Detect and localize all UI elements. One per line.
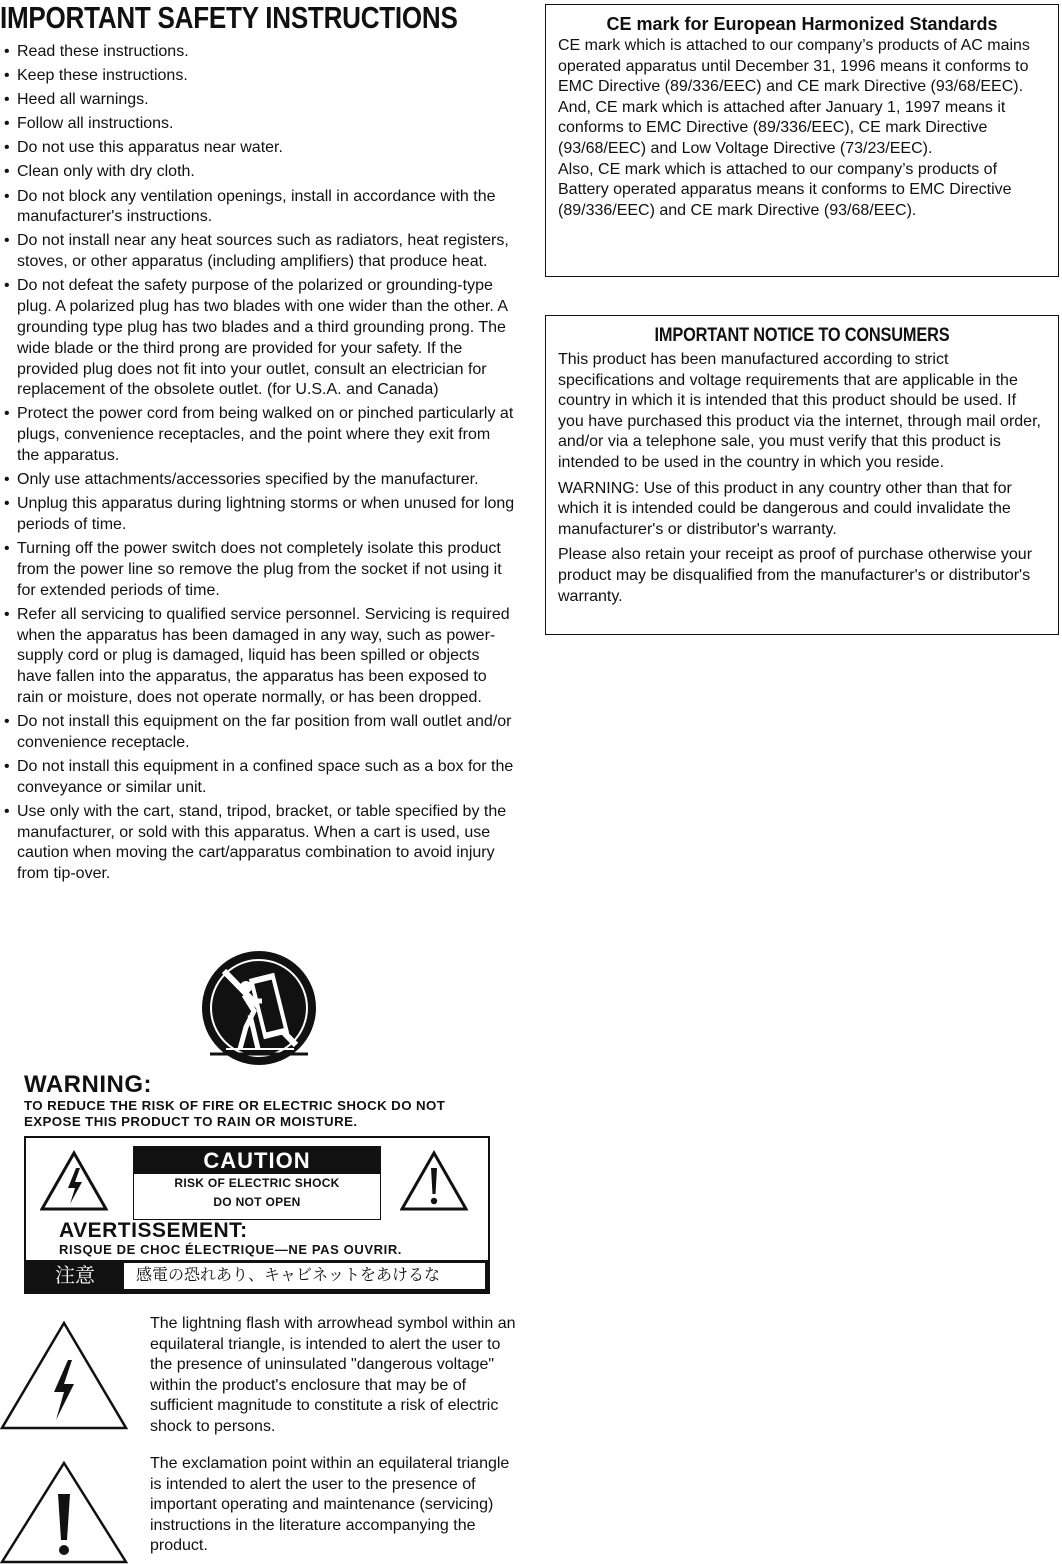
notice-paragraph: Please also retain your receipt as proof of purchase otherwise your product may be disqualified from the manufacturer's or distributor's warranty. — [558, 546, 1033, 605]
list-item: • Do not install near any heat sources such as radiators, heat registers, stoves, or other apparatus (including amplifiers) that produce heat. — [4, 231, 516, 273]
exclamation-symbol-row — [0, 1452, 520, 1561]
list-item: • Refer all servicing to qualified service personnel. Servicing is required when the apparatus has been damaged in any way, such as power-supply cord or plug is damaged, liquid has been spilled or objects have fallen into the apparatus, the apparatus has been exposed to rain or moisture, does not operate normally, or has been dropped. — [4, 605, 516, 709]
list-item: • Do not install this equipment on the far position from wall outlet and/or convenience receptacle. — [4, 712, 516, 754]
list-item: • Use only with the cart, stand, tripod, bracket, or table specified by the manufacturer, or sold with this apparatus. When a cart is used, use caution when moving the cart/apparatus combination to avoid injury from tip-over. — [4, 802, 516, 885]
caution-panel — [133, 1146, 381, 1220]
safety-list — [4, 42, 516, 888]
caution-title: CAUTION — [134, 1147, 380, 1174]
list-item: • Unplug this apparatus during lightning storms or when unused for long periods of time. — [4, 494, 516, 536]
warning-title: WARNING: — [24, 1071, 152, 1098]
lightning-symbol-row — [0, 1308, 520, 1438]
caution-line-2: DO NOT OPEN — [213, 1195, 301, 1209]
list-item: • Heed all warnings. — [4, 90, 516, 111]
list-item: • Do not defeat the safety purpose of the polarized or grounding-type plug. A polarized plug has two blades with one wider than the other. A grounding type plug has two blades and a third grounding prong. The wide blade or the third prong are provided for your safety. If the provided plug does not fit into your outlet, consult an electrician for replacement of the obsolete outlet. (for U.S.A. and Canada) — [4, 276, 516, 401]
warning-label — [24, 1071, 490, 1287]
ce-title: CE mark for European Harmonized Standards — [606, 14, 998, 34]
list-item: • Protect the power cord from being walked on or pinched particularly at plugs, convenience receptacles, and the point where they exit from the apparatus. — [4, 404, 516, 466]
ce-mark-box — [545, 4, 1059, 277]
caution-line-1: RISK OF ELECTRIC SHOCK — [174, 1176, 340, 1190]
ce-paragraph: Also, CE mark which is attached to our company’s products of Battery operated apparatus means it conforms to EMC Directive (89/336/EEC) and CE mark Directive (93/68/EEC). — [558, 160, 1012, 219]
caution-box — [24, 1136, 490, 1294]
consumer-notice-box — [545, 315, 1059, 635]
ce-paragraph: CE mark which is attached to our company’s products of AC mains operated apparatus until December 31, 1996 means it conforms to EMC Directive (89/336/EEC) and CE mark Directive (93/68/EEC). — [558, 37, 1030, 96]
lightning-description: The lightning flash with arrowhead symbol within an equilateral triangle, is intended to alert the user to the presence of uninsulated "dangerous voltage" within the product's enclosure that may be of sufficient magnitude to constitute a risk of electric shock to persons. — [150, 1315, 516, 1435]
warning-line-1: TO REDUCE THE RISK OF FIRE OR ELECTRIC SHOCK DO NOT — [24, 1098, 446, 1113]
japanese-label: 注意 — [55, 1265, 95, 1287]
list-item: • Only use attachments/accessories specified by the manufacturer. — [4, 470, 516, 491]
exclamation-triangle-large-icon — [0, 1460, 128, 1564]
lightning-triangle-icon — [40, 1150, 108, 1212]
page-title: IMPORTANT SAFETY INSTRUCTIONS — [0, 0, 458, 35]
list-item: • Clean only with dry cloth. — [4, 162, 516, 183]
exclamation-description: The exclamation point within an equilateral triangle is intended to alert the user to the presence of important operating and maintenance (servicing) instructions in the literature accompanying the product. — [150, 1455, 510, 1555]
cart-tip-over-warning-icon — [200, 949, 318, 1067]
list-item: • Keep these instructions. — [4, 66, 516, 87]
ce-paragraph: And, CE mark which is attached after January 1, 1997 means it conforms to EMC Directive (89/336/EEC), CE mark Directive (93/68/EEC) and Low Voltage Directive (73/23/EEC). — [558, 98, 1006, 157]
list-item: • Do not block any ventilation openings, install in accordance with the manufacturer's instructions. — [4, 187, 516, 229]
lightning-triangle-large-icon — [0, 1320, 128, 1430]
list-item: • Turning off the power switch does not completely isolate this product from the power line so remove the plug from the socket if not using it for extended periods of time. — [4, 539, 516, 601]
japanese-text: 感電の恐れあり、キャビネットをあけるな — [124, 1263, 485, 1289]
list-item: • Do not install this equipment in a confined space such as a box for the conveyance or similar unit. — [4, 757, 516, 799]
list-item: • Follow all instructions. — [4, 114, 516, 135]
exclamation-triangle-icon — [400, 1150, 468, 1212]
warning-line-2: EXPOSE THIS PRODUCT TO RAIN OR MOISTURE. — [24, 1114, 358, 1129]
avertissement-title: AVERTISSEMENT: — [59, 1219, 248, 1242]
notice-title: IMPORTANT NOTICE TO CONSUMERS — [654, 325, 950, 346]
list-item: • Do not use this apparatus near water. — [4, 138, 516, 159]
avertissement-sub: RISQUE DE CHOC ÉLECTRIQUE—NE PAS OUVRIR. — [59, 1242, 403, 1257]
list-item: • Read these instructions. — [4, 42, 516, 63]
notice-paragraph: WARNING: Use of this product in any country other than that for which it is intended could be dangerous and could invalidate the manufacturer's or distributor's warranty. — [558, 479, 1012, 538]
japanese-warning-bar — [26, 1260, 488, 1292]
notice-paragraph: This product has been manufactured according to strict specifications and voltage requirements that are applicable in the country in which it is intended that this product should be used. If you have purchased this product via the internet, through mail order, and/or via a telephone sale, you must verify that this product is intended to be used in the country in which you reside. — [558, 351, 1041, 471]
